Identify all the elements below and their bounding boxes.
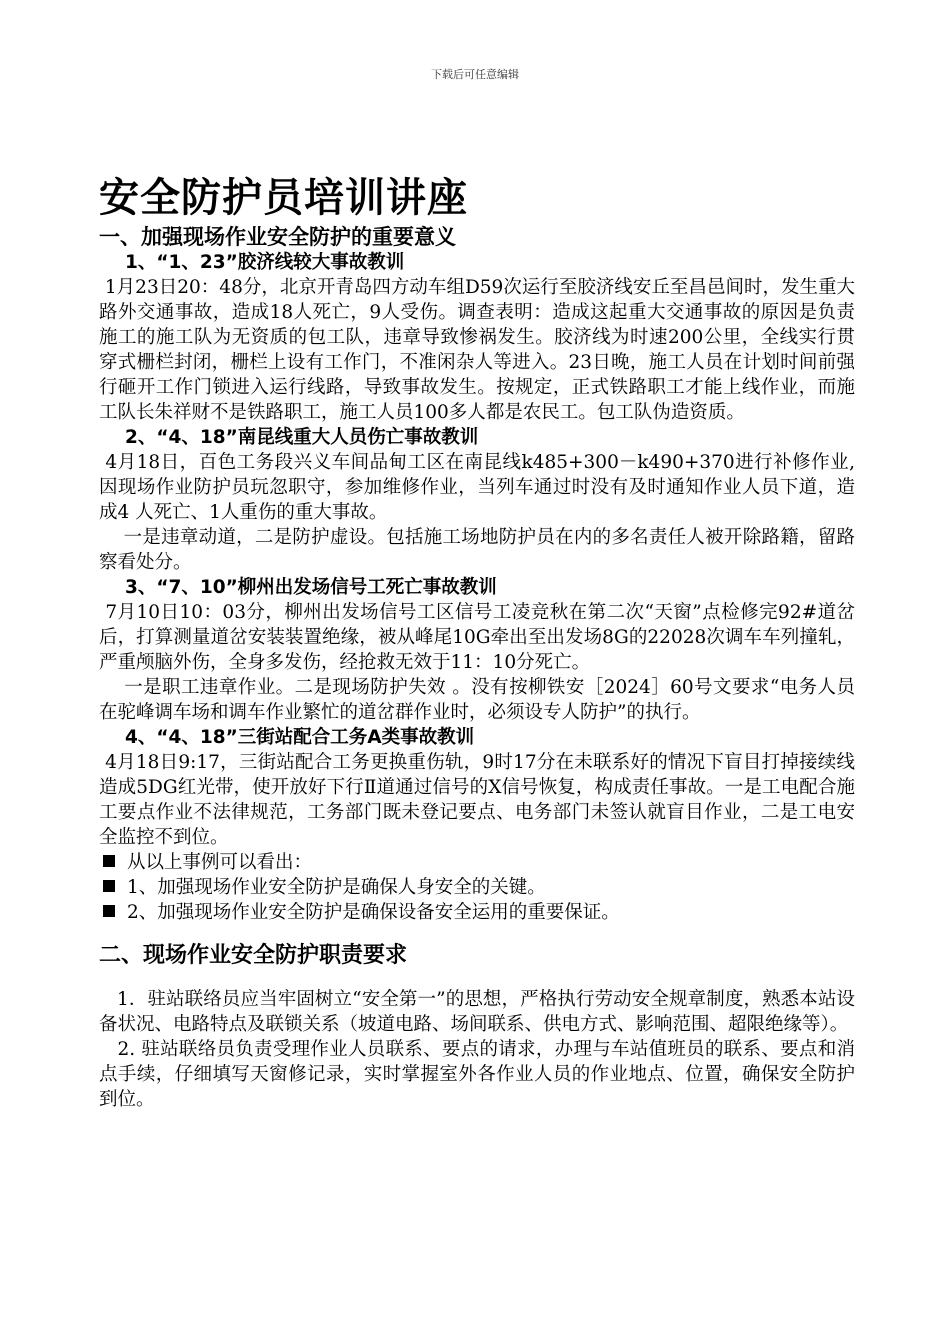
case-2-paragraph-1: 4月18日，百色工务段兴义车间品甸工区在南昆线k485+300－k490+370进行补修作业,因现场作业防护员玩忽职守，参加维修作业，当列车通过时没有及时通知作业人员下道，造成4 人死亡、1人重伤的重大事故。 [99, 452, 855, 523]
case-3-paragraph-2: 一是职工违章作业。二是现场防护失效 。没有按柳铁安［2024］60号文要求“电务人员在驼峰调车场和调车作业繁忙的道岔群作业时，必须设专人防护”的执行。 [99, 677, 855, 723]
square-bullet-icon [103, 905, 115, 917]
bullet-text: 从以上事例可以看出： [127, 852, 313, 873]
bullet-item [99, 900, 855, 925]
case-2-paragraph-2: 一是违章动道，二是防护虚设。包括施工场地防护员在内的多名责任人被开除路籍，留路察看处分。 [99, 527, 855, 573]
bullet-item [99, 850, 855, 875]
section-2-paragraph-1: 1．驻站联络员应当牢固树立“安全第一”的思想，严格执行劳动安全规章制度，熟悉本站设备状况、电路特点及联锁关系（坡道电路、场间联系、供电方式、影响范围、超限绝缘等）。 [99, 989, 855, 1035]
case-3 [99, 575, 855, 725]
case-4-title: 4、“4、18”三街站配合工务A类事故教训 [125, 727, 475, 748]
case-1-title: 1、“1、23”胶济线较大事故教训 [125, 252, 405, 273]
section-2-title: 二、现场作业安全防护职责要求 [99, 943, 408, 968]
square-bullet-icon [103, 880, 115, 892]
case-3-paragraph-1: 7月10日10：03分，柳州出发场信号工区信号工凌竞秋在第二次“天窗”点检修完92#道岔后，打算测量道岔安装装置绝缘，被从峰尾10G牵出至出发场8G的22028次调车车列撞轧，严重颅脑外伤，全身多发伤，经抢救无效于11：10分死亡。 [99, 602, 855, 673]
page-header-note: 下载后可任意编辑 [431, 68, 519, 81]
conclusion-bullet-list [99, 850, 855, 925]
square-bullet-icon [103, 855, 115, 867]
bullet-item [99, 875, 855, 900]
case-4 [99, 725, 855, 850]
case-1-paragraph-1: 1月23日20：48分，北京开青岛四方动车组D59次运行至胶济线安丘至昌邑间时，发生重大路外交通事故，造成18人死亡，9人受伤。调查表明：造成这起重大交通事故的原因是负责施工的施工队为无资质的包工队，违章导致惨祸发生。胶济线为时速200公里，全线实行贯穿式栅栏封闭，栅栏上设有工作门，不准闲杂人等进入。23日晚，施工人员在计划时间前强行砸开工作门锁进入运行线路，导致事故发生。按规定，正式铁路职工才能上线作业，而施工队长朱祥财不是铁路职工，施工人员100多人都是农民工。包工队伪造资质。 [99, 277, 855, 423]
case-2-title: 2、“4、18”南昆线重大人员伤亡事故教训 [125, 427, 479, 448]
case-3-title: 3、“7、10”柳州出发场信号工死亡事故教训 [125, 577, 497, 598]
section-2-paragraph-2: 2. 驻站联络员负责受理作业人员联系、要点的请求，办理与车站值班员的联系、要点和消点手续，仔细填写天窗修记录，实时掌握室外各作业人员的作业地点、位置，确保安全防护到位。 [99, 1039, 855, 1110]
case-2 [99, 425, 855, 575]
bullet-text: 2、加强现场作业安全防护是确保设备安全运用的重要保证。 [127, 902, 620, 923]
case-1 [99, 250, 855, 425]
case-4-paragraph-1: 4月18日9:17，三街站配合工务更换重伤轨，9时17分在未联系好的情况下盲目打掉接续线造成5DG红光带，使开放好下行Ⅱ道通过信号的X信号恢复，构成责任事故。一是工电配合施工要点作业不法律规范，工务部门既未登记要点、电务部门未签认就盲目作业，二是工电安全监控不到位。 [99, 752, 855, 848]
bullet-text: 1、加强现场作业安全防护是确保人身安全的关键。 [127, 877, 546, 898]
document-body [99, 172, 855, 1112]
section-1-title: 一、加强现场作业安全防护的重要意义 [99, 225, 456, 249]
document-title: 安全防护员培训讲座 [99, 175, 468, 221]
